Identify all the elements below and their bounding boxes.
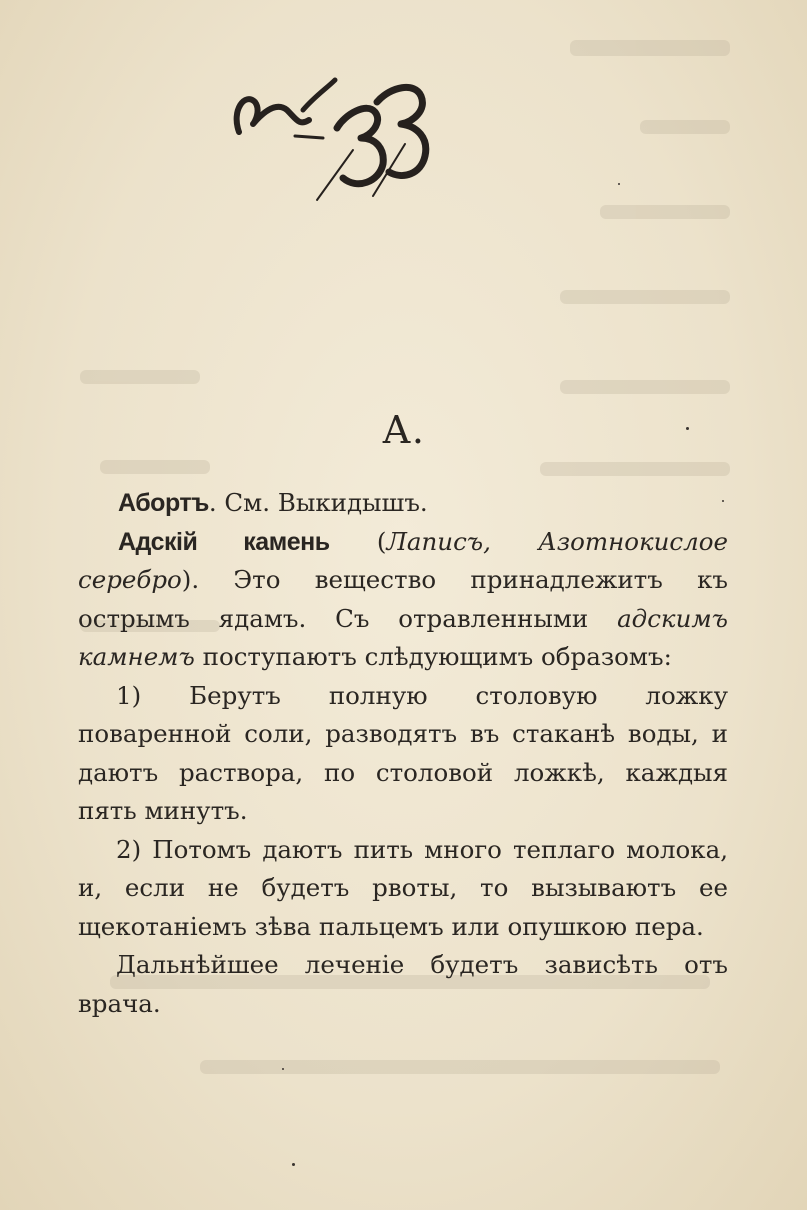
entry-text-cont: поступаютъ слѣдующимъ образомъ:: [194, 642, 672, 671]
handwritten-page-number: [225, 40, 455, 210]
entry-term: Абортъ: [118, 489, 209, 517]
entry-adskiy-kamen: [78, 523, 728, 677]
print-speck: [292, 1163, 295, 1166]
dictionary-entries: [78, 484, 728, 1023]
entry-text: Это вещество принадлежитъ къ острымъ ядамъ. Съ отравленными: [78, 565, 728, 633]
section-letter: А.: [382, 408, 425, 452]
print-speck: [618, 183, 620, 185]
entry-italic-phrase: адскимъ камнемъ: [78, 603, 728, 671]
paren-close: ).: [181, 565, 200, 594]
print-speck: [722, 500, 724, 502]
paren-open: (: [329, 526, 387, 556]
closing-paragraph: Дальнѣйшее леченіе будетъ зависѣть отъ врача.: [78, 950, 728, 1018]
print-speck: [282, 1068, 284, 1070]
step-2: 2) Потомъ даютъ пить много теплаго молока, и, если не будетъ рвоты, то вызываютъ ее щекотаніемъ зѣва пальцемъ или опушкою пера.: [78, 834, 728, 941]
entry-crossref: . См. Выкидышъ.: [208, 488, 428, 517]
step-1: 1) Берутъ полную столовую ложку поваренной соли, разводятъ въ стаканѣ воды, и даютъ раствора, по столовой ложкѣ, каждыя пять минутъ.: [78, 680, 728, 825]
entry-synonyms: Лаписъ, Азотнокислое серебро: [78, 526, 728, 594]
entry-term: Адскій камень: [118, 527, 330, 556]
print-speck: [686, 427, 689, 430]
entry-abort: [78, 484, 728, 523]
